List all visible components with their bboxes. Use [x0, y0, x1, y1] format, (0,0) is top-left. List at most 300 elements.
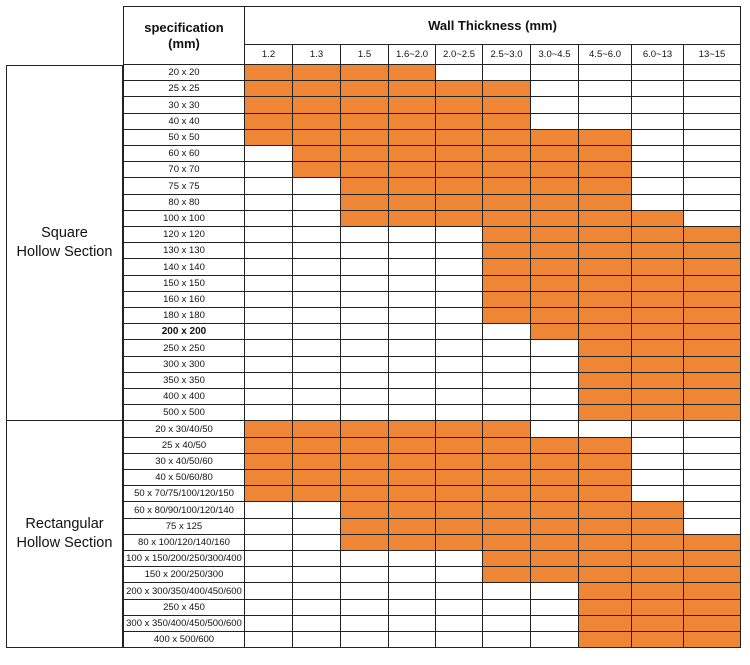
thickness-column-header: 2.5~3.0: [483, 45, 531, 65]
unavailable-cell: [293, 292, 341, 308]
unavailable-cell: [684, 81, 741, 97]
available-cell: [579, 454, 632, 470]
unavailable-cell: [245, 243, 293, 259]
section-type-label-line: Hollow Section: [16, 244, 113, 260]
specification-cell: 300 x 350/400/450/500/600: [123, 616, 245, 632]
unavailable-cell: [293, 583, 341, 600]
specification-cell: 40 x 50/60/80: [123, 470, 245, 486]
available-cell: [632, 502, 684, 519]
specification-cell: 120 x 120: [123, 227, 245, 243]
unavailable-cell: [684, 470, 741, 486]
available-cell: [483, 227, 531, 243]
available-cell: [632, 373, 684, 389]
unavailable-cell: [341, 567, 389, 583]
available-cell: [389, 470, 436, 486]
unavailable-cell: [245, 519, 293, 535]
available-cell: [483, 81, 531, 97]
unavailable-cell: [436, 405, 483, 421]
unavailable-cell: [293, 567, 341, 583]
specification-cell: 180 x 180: [123, 308, 245, 324]
available-cell: [341, 470, 389, 486]
available-cell: [579, 211, 632, 227]
unavailable-cell: [389, 243, 436, 259]
available-cell: [341, 65, 389, 81]
available-cell: [531, 195, 579, 211]
specification-cell: 400 x 500/600: [123, 632, 245, 648]
available-cell: [245, 421, 293, 438]
unavailable-cell: [436, 632, 483, 648]
unavailable-cell: [531, 357, 579, 373]
unavailable-cell: [531, 65, 579, 81]
thickness-column-header: 3.0~4.5: [531, 45, 579, 65]
unavailable-cell: [684, 421, 741, 438]
unavailable-cell: [341, 308, 389, 324]
available-cell: [436, 502, 483, 519]
unavailable-cell: [684, 146, 741, 162]
thickness-column-header: 1.2: [245, 45, 293, 65]
unavailable-cell: [531, 97, 579, 114]
unavailable-cell: [684, 211, 741, 227]
unavailable-cell: [389, 583, 436, 600]
unavailable-cell: [245, 502, 293, 519]
unavailable-cell: [483, 373, 531, 389]
specification-cell: 50 x 70/75/100/120/150: [123, 486, 245, 502]
available-cell: [579, 519, 632, 535]
available-cell: [436, 421, 483, 438]
specification-cell: 130 x 130: [123, 243, 245, 259]
unavailable-cell: [245, 357, 293, 373]
available-cell: [632, 211, 684, 227]
unavailable-cell: [684, 162, 741, 178]
unavailable-cell: [293, 551, 341, 567]
unavailable-cell: [245, 583, 293, 600]
unavailable-cell: [245, 195, 293, 211]
specification-cell: 100 x 100: [123, 211, 245, 227]
specification-cell: 75 x 125: [123, 519, 245, 535]
available-cell: [483, 486, 531, 502]
unavailable-cell: [579, 114, 632, 130]
available-cell: [579, 243, 632, 259]
thickness-column-header: 4.5~6.0: [579, 45, 632, 65]
available-cell: [531, 519, 579, 535]
available-cell: [684, 632, 741, 648]
section-type-label-line: Rectangular: [25, 516, 104, 532]
unavailable-cell: [293, 357, 341, 373]
unavailable-cell: [341, 276, 389, 292]
unavailable-cell: [436, 243, 483, 259]
available-cell: [531, 470, 579, 486]
unavailable-cell: [531, 81, 579, 97]
thickness-column-header: 2.0~2.5: [436, 45, 483, 65]
available-cell: [632, 389, 684, 405]
unavailable-cell: [245, 632, 293, 648]
unavailable-cell: [293, 324, 341, 340]
available-cell: [632, 340, 684, 357]
available-cell: [531, 227, 579, 243]
unavailable-cell: [436, 227, 483, 243]
thickness-column-header: 1.5: [341, 45, 389, 65]
thickness-column-header: 1.3: [293, 45, 341, 65]
available-cell: [579, 535, 632, 551]
specification-cell: 30 x 40/50/60: [123, 454, 245, 470]
unavailable-cell: [293, 211, 341, 227]
unavailable-cell: [436, 373, 483, 389]
unavailable-cell: [483, 389, 531, 405]
available-cell: [341, 146, 389, 162]
thickness-column-header: 6.0~13: [632, 45, 684, 65]
unavailable-cell: [632, 470, 684, 486]
available-cell: [341, 421, 389, 438]
unavailable-cell: [483, 357, 531, 373]
available-cell: [632, 519, 684, 535]
available-cell: [483, 259, 531, 276]
available-cell: [632, 616, 684, 632]
unavailable-cell: [389, 600, 436, 616]
unavailable-cell: [531, 421, 579, 438]
available-cell: [389, 81, 436, 97]
specification-header-line: (mm): [168, 35, 200, 51]
specification-cell: 100 x 150/200/250/300/400: [123, 551, 245, 567]
available-cell: [483, 421, 531, 438]
available-cell: [341, 114, 389, 130]
unavailable-cell: [389, 340, 436, 357]
available-cell: [483, 438, 531, 454]
available-cell: [579, 502, 632, 519]
specification-cell: 80 x 80: [123, 195, 245, 211]
unavailable-cell: [245, 308, 293, 324]
unavailable-cell: [684, 438, 741, 454]
available-cell: [341, 486, 389, 502]
available-cell: [579, 357, 632, 373]
unavailable-cell: [436, 583, 483, 600]
wall-thickness-header: Wall Thickness (mm): [245, 6, 741, 45]
available-cell: [341, 438, 389, 454]
available-cell: [483, 146, 531, 162]
unavailable-cell: [293, 519, 341, 535]
available-cell: [579, 292, 632, 308]
available-cell: [436, 519, 483, 535]
unavailable-cell: [245, 535, 293, 551]
available-cell: [579, 583, 632, 600]
available-cell: [389, 114, 436, 130]
unavailable-cell: [389, 616, 436, 632]
unavailable-cell: [632, 195, 684, 211]
available-cell: [531, 292, 579, 308]
available-cell: [579, 470, 632, 486]
available-cell: [436, 454, 483, 470]
available-cell: [389, 130, 436, 146]
unavailable-cell: [245, 178, 293, 195]
unavailable-cell: [531, 405, 579, 421]
available-cell: [632, 583, 684, 600]
available-cell: [436, 195, 483, 211]
unavailable-cell: [389, 324, 436, 340]
available-cell: [531, 130, 579, 146]
unavailable-cell: [389, 405, 436, 421]
unavailable-cell: [632, 438, 684, 454]
unavailable-cell: [632, 65, 684, 81]
available-cell: [684, 340, 741, 357]
available-cell: [341, 502, 389, 519]
available-cell: [389, 146, 436, 162]
specification-cell: 25 x 25: [123, 81, 245, 97]
available-cell: [684, 324, 741, 340]
unavailable-cell: [684, 65, 741, 81]
unavailable-cell: [389, 292, 436, 308]
section-type-label-line: Hollow Section: [16, 535, 113, 551]
specification-cell: 20 x 20: [123, 65, 245, 81]
unavailable-cell: [341, 227, 389, 243]
unavailable-cell: [389, 259, 436, 276]
available-cell: [632, 227, 684, 243]
unavailable-cell: [531, 632, 579, 648]
unavailable-cell: [245, 324, 293, 340]
available-cell: [531, 551, 579, 567]
available-cell: [483, 308, 531, 324]
unavailable-cell: [245, 292, 293, 308]
unavailable-cell: [389, 373, 436, 389]
unavailable-cell: [531, 340, 579, 357]
available-cell: [389, 454, 436, 470]
unavailable-cell: [436, 551, 483, 567]
unavailable-cell: [483, 600, 531, 616]
unavailable-cell: [436, 340, 483, 357]
unavailable-cell: [293, 243, 341, 259]
available-cell: [293, 97, 341, 114]
unavailable-cell: [293, 227, 341, 243]
unavailable-cell: [293, 373, 341, 389]
available-cell: [684, 616, 741, 632]
unavailable-cell: [341, 632, 389, 648]
available-cell: [531, 243, 579, 259]
unavailable-cell: [632, 454, 684, 470]
specification-cell: 40 x 40: [123, 114, 245, 130]
unavailable-cell: [389, 227, 436, 243]
unavailable-cell: [245, 405, 293, 421]
available-cell: [293, 454, 341, 470]
available-cell: [436, 535, 483, 551]
unavailable-cell: [579, 65, 632, 81]
specification-cell: 25 x 40/50: [123, 438, 245, 454]
available-cell: [245, 470, 293, 486]
available-cell: [341, 195, 389, 211]
available-cell: [293, 421, 341, 438]
available-cell: [483, 519, 531, 535]
specification-cell: 60 x 80/90/100/120/140: [123, 502, 245, 519]
unavailable-cell: [632, 486, 684, 502]
available-cell: [483, 276, 531, 292]
specification-cell: 350 x 350: [123, 373, 245, 389]
available-cell: [632, 243, 684, 259]
available-cell: [531, 276, 579, 292]
unavailable-cell: [341, 373, 389, 389]
available-cell: [245, 97, 293, 114]
available-cell: [531, 324, 579, 340]
available-cell: [531, 486, 579, 502]
available-cell: [341, 178, 389, 195]
unavailable-cell: [684, 519, 741, 535]
unavailable-cell: [245, 551, 293, 567]
available-cell: [483, 292, 531, 308]
available-cell: [245, 130, 293, 146]
unavailable-cell: [341, 583, 389, 600]
unavailable-cell: [293, 405, 341, 421]
unavailable-cell: [293, 535, 341, 551]
unavailable-cell: [341, 259, 389, 276]
available-cell: [579, 405, 632, 421]
unavailable-cell: [293, 195, 341, 211]
unavailable-cell: [483, 65, 531, 81]
available-cell: [293, 114, 341, 130]
available-cell: [531, 211, 579, 227]
unavailable-cell: [389, 632, 436, 648]
unavailable-cell: [632, 81, 684, 97]
available-cell: [389, 502, 436, 519]
available-cell: [632, 551, 684, 567]
available-cell: [531, 146, 579, 162]
unavailable-cell: [632, 146, 684, 162]
unavailable-cell: [341, 389, 389, 405]
available-cell: [341, 162, 389, 178]
available-cell: [293, 65, 341, 81]
available-cell: [632, 276, 684, 292]
unavailable-cell: [483, 616, 531, 632]
unavailable-cell: [436, 65, 483, 81]
unavailable-cell: [684, 114, 741, 130]
specification-header: [123, 6, 245, 65]
available-cell: [389, 195, 436, 211]
unavailable-cell: [436, 357, 483, 373]
unavailable-cell: [293, 259, 341, 276]
unavailable-cell: [341, 292, 389, 308]
specification-cell: 200 x 300/350/400/450/600: [123, 583, 245, 600]
unavailable-cell: [245, 146, 293, 162]
available-cell: [579, 146, 632, 162]
available-cell: [436, 97, 483, 114]
unavailable-cell: [684, 486, 741, 502]
unavailable-cell: [579, 81, 632, 97]
section-type-label: [6, 65, 123, 421]
available-cell: [436, 130, 483, 146]
available-cell: [632, 405, 684, 421]
unavailable-cell: [531, 373, 579, 389]
available-cell: [579, 551, 632, 567]
unavailable-cell: [483, 324, 531, 340]
available-cell: [389, 486, 436, 502]
available-cell: [483, 130, 531, 146]
specification-cell: 400 x 400: [123, 389, 245, 405]
unavailable-cell: [684, 178, 741, 195]
unavailable-cell: [389, 551, 436, 567]
available-cell: [483, 243, 531, 259]
available-cell: [684, 243, 741, 259]
specification-cell: 150 x 150: [123, 276, 245, 292]
available-cell: [245, 81, 293, 97]
specification-cell: 160 x 160: [123, 292, 245, 308]
available-cell: [579, 600, 632, 616]
available-cell: [436, 486, 483, 502]
available-cell: [436, 81, 483, 97]
available-cell: [389, 162, 436, 178]
available-cell: [436, 178, 483, 195]
specification-cell: 80 x 100/120/140/160: [123, 535, 245, 551]
unavailable-cell: [632, 114, 684, 130]
unavailable-cell: [293, 389, 341, 405]
specification-cell: 50 x 50: [123, 130, 245, 146]
available-cell: [389, 519, 436, 535]
available-cell: [684, 389, 741, 405]
unavailable-cell: [389, 567, 436, 583]
available-cell: [341, 535, 389, 551]
available-cell: [684, 600, 741, 616]
available-cell: [483, 551, 531, 567]
available-cell: [245, 114, 293, 130]
specification-header-line: specification: [144, 19, 224, 35]
unavailable-cell: [436, 616, 483, 632]
available-cell: [684, 583, 741, 600]
available-cell: [436, 438, 483, 454]
available-cell: [436, 470, 483, 486]
available-cell: [245, 454, 293, 470]
unavailable-cell: [293, 276, 341, 292]
unavailable-cell: [531, 389, 579, 405]
unavailable-cell: [293, 600, 341, 616]
available-cell: [293, 470, 341, 486]
available-cell: [341, 130, 389, 146]
available-cell: [341, 454, 389, 470]
specification-cell: 500 x 500: [123, 405, 245, 421]
available-cell: [579, 178, 632, 195]
unavailable-cell: [293, 178, 341, 195]
available-cell: [531, 438, 579, 454]
available-cell: [293, 146, 341, 162]
specification-cell: 250 x 250: [123, 340, 245, 357]
available-cell: [293, 130, 341, 146]
section-type-label-line: Square: [41, 225, 88, 241]
unavailable-cell: [245, 162, 293, 178]
available-cell: [245, 65, 293, 81]
available-cell: [483, 454, 531, 470]
thickness-column-header: 1.6~2.0: [389, 45, 436, 65]
unavailable-cell: [684, 454, 741, 470]
available-cell: [483, 567, 531, 583]
available-cell: [632, 308, 684, 324]
unavailable-cell: [245, 211, 293, 227]
available-cell: [389, 535, 436, 551]
unavailable-cell: [483, 405, 531, 421]
unavailable-cell: [293, 632, 341, 648]
available-cell: [483, 470, 531, 486]
unavailable-cell: [389, 276, 436, 292]
available-cell: [531, 162, 579, 178]
available-cell: [531, 259, 579, 276]
unavailable-cell: [436, 276, 483, 292]
specification-cell: 250 x 450: [123, 600, 245, 616]
unavailable-cell: [245, 276, 293, 292]
specification-cell: 140 x 140: [123, 259, 245, 276]
specification-cell: 200 x 200: [123, 324, 245, 340]
available-cell: [632, 357, 684, 373]
unavailable-cell: [436, 259, 483, 276]
available-cell: [632, 632, 684, 648]
available-cell: [632, 535, 684, 551]
unavailable-cell: [632, 97, 684, 114]
available-cell: [684, 276, 741, 292]
unavailable-cell: [436, 389, 483, 405]
available-cell: [632, 259, 684, 276]
available-cell: [531, 454, 579, 470]
unavailable-cell: [341, 243, 389, 259]
